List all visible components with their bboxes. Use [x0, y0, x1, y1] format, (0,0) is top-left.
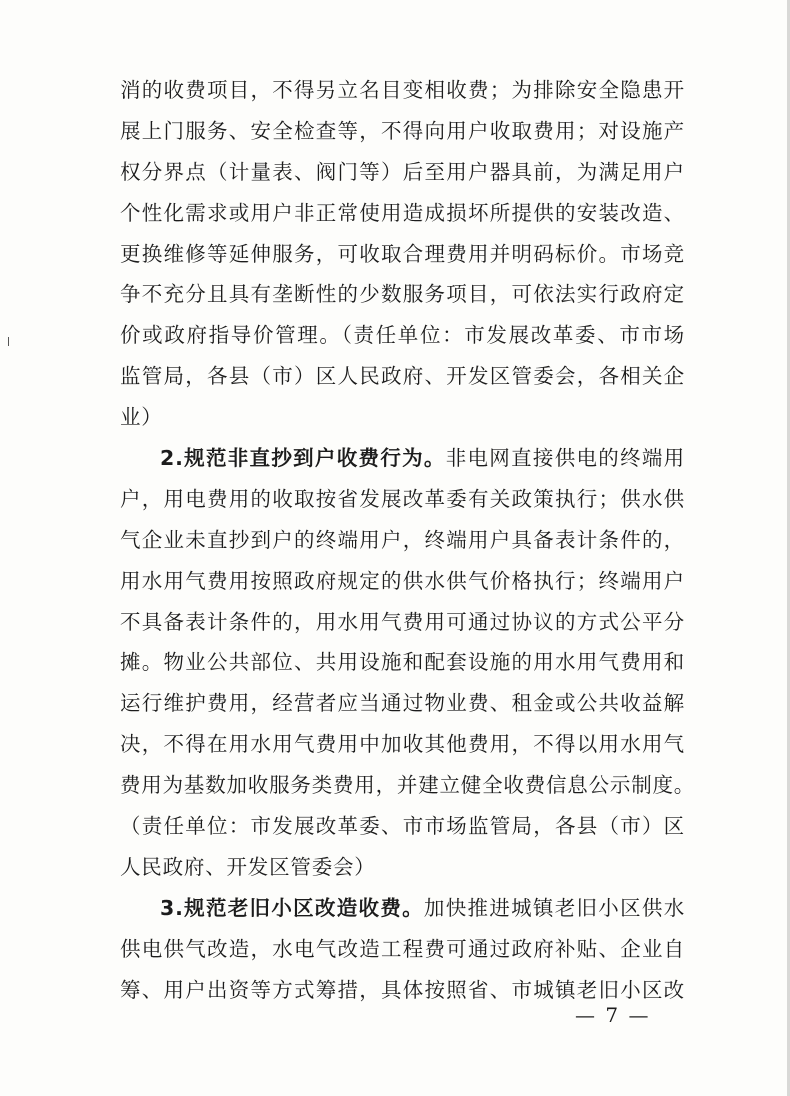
text-line: 筹、用户出资等方式筹措，具体按照省、市城镇老旧小区改: [120, 977, 685, 1002]
text-line: 个性化需求或用户非正常使用造成损坏所提供的安装改造、: [120, 200, 685, 225]
text-line: 更换维修等延伸服务，可收取合理费用并明码标价。市场竞: [120, 241, 685, 266]
text-line: 争不充分且具有垄断性的少数服务项目，可依法实行政府定: [120, 282, 685, 307]
text-line: 户，用电费用的收取按省发展改革委有关政策执行；供水供: [120, 486, 685, 511]
text-line: 运行维护费用，经营者应当通过物业费、租金或公共收益解: [120, 691, 685, 716]
text-line: 费用为基数加收服务类费用，并建立健全收费信息公示制度。: [120, 773, 696, 798]
text-line: 摊。物业公共部位、共用设施和配套设施的用水用气费用和: [120, 650, 685, 675]
section-3-first-line: [120, 888, 685, 929]
text-line: 不具备表计条件的，用水用气费用可通过协议的方式公平分: [120, 609, 685, 634]
text-line: 权分界点（计量表、阀门等）后至用户器具前，为满足用户: [120, 159, 685, 184]
section-3-first-line-text: 加快推进城镇老旧小区供水: [423, 895, 685, 920]
text-line: 人民政府、开发区管委会）: [120, 854, 376, 879]
section-2-first-line-text: 非电网直接供电的终端用: [445, 446, 685, 471]
section-2-heading: 2.规范非直抄到户收费行为。: [160, 446, 446, 471]
text-line: 监管局，各县（市）区人民政府、开发区管委会，各相关企: [120, 364, 685, 389]
text-line: 展上门服务、安全检查等，不得向用户收取费用；对设施产: [120, 118, 685, 143]
scan-margin-mark: [8, 337, 9, 346]
text-line: 消的收费项目，不得另立名目变相收费；为排除安全隐患开: [120, 78, 685, 102]
text-line: （责任单位：市发展改革委、市市场监管局，各县（市）区: [120, 814, 685, 839]
text-line: 业）: [120, 405, 163, 430]
section-3-heading: 3.规范老旧小区改造收费。: [160, 895, 424, 920]
text-line: 用水用气费用按照政府规定的供水供气价格执行；终端用户: [120, 568, 685, 593]
section-2-first-line: [120, 438, 685, 479]
text-line: 价或政府指导价管理。（责任单位：市发展改革委、市市场: [120, 323, 685, 348]
text-line: 供电供气改造，水电气改造工程费可通过政府补贴、企业自: [120, 936, 685, 961]
body-text: [120, 70, 696, 1010]
page-number: — 7 —: [575, 1003, 651, 1027]
text-line: 气企业未直抄到户的终端用户，终端用户具备表计条件的，: [120, 527, 685, 552]
text-line: 决，不得在用水用气费用中加收其他费用，不得以用水用气: [120, 732, 685, 757]
